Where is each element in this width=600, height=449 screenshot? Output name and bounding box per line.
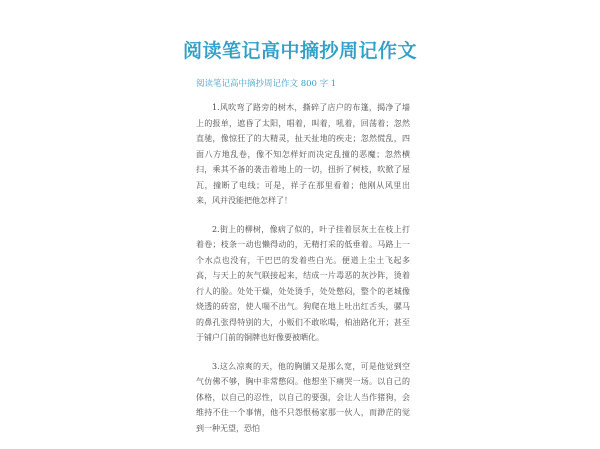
page-title: 阅读笔记高中摘抄周记作文	[182, 40, 417, 62]
document-subtitle: 阅读笔记高中摘抄周记作文 800 字 1	[196, 79, 337, 89]
paragraph-3: 3.这么凉爽的天，他的胸脯又是那么宽，可是他觉到空气仿佛不够，胸中非常憋闷。他想坐下痛哭一场。以自己的体格，以自己的忍性，以自己的要强，会让人当作猪狗，会维持不住一个事情，他不只怨恨杨家那一伙人，而渺茫的觉到一种无望，恐怕	[196, 361, 410, 433]
document-body	[196, 78, 410, 449]
paragraph-1: 1.风吹弯了路旁的树木，撕碎了店户的布篷，揭净了墙上的报单，遮昏了太阳，唱着，叫着，吼着，回荡着；忽然直驰，像惊狂了的大精灵，扯天扯地的疾走；忽然慌乱，四面八方地乱卷，像不知怎样好而决定乱撞的恶魔；忽然横扫，乘其不备的袭击着地上的一切，扭折了树枝，吹掀了屋瓦，撞断了电线；可是，祥子在那里看着；他刚从风里出来，风并没能把他怎样了！	[196, 103, 410, 205]
paragraph-2: 2.街上的柳树，像病了似的，叶子挂着层灰土在枝上打着卷；枝条一动也懒得动的，无精打采的低垂着。马路上一个水点也没有，干巴巴的发着些白光。便道上尘土飞起多高，与天上的灰气联接起来，结成一片毒恶的灰沙阵，烫着行人的脸。处处干燥，处处烫手，处处憋闷，整个的老城像烧透的砖窑，使人喘不出气。狗爬在地上吐出红舌头，骡马的鼻孔张得特别的大，小贩们不敢吆喝，柏油路化开；甚至于铺户门前的铜牌也好像要被晒化。	[196, 224, 410, 342]
